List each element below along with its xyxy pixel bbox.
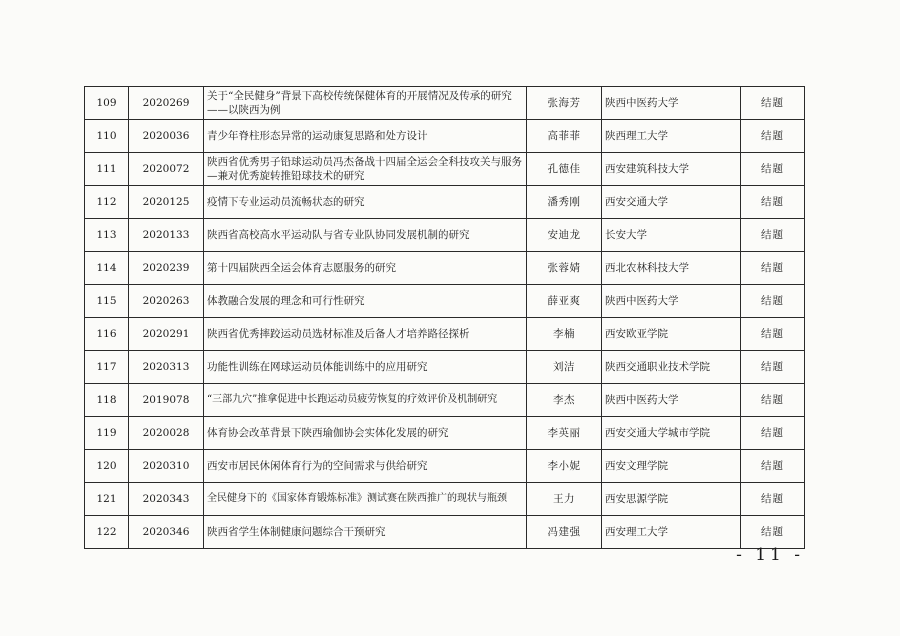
project-code: 2020313	[129, 351, 204, 384]
page-number: - 11 -	[736, 545, 804, 565]
project-leader: 李小妮	[527, 450, 602, 483]
project-status: 结题	[741, 450, 805, 483]
project-status: 结题	[741, 483, 805, 516]
project-unit: 陕西中医药大学	[602, 87, 741, 120]
project-leader: 潘秀刚	[527, 186, 602, 219]
project-unit: 长安大学	[602, 219, 741, 252]
table-row	[85, 87, 805, 120]
table-row	[85, 483, 805, 516]
project-leader: 薛亚爽	[527, 285, 602, 318]
project-status: 结题	[741, 120, 805, 153]
project-status: 结题	[741, 219, 805, 252]
project-leader: 张海芳	[527, 87, 602, 120]
project-title: 体教融合发展的理念和可行性研究	[204, 285, 527, 318]
row-number: 115	[85, 285, 129, 318]
project-unit: 陕西中医药大学	[602, 384, 741, 417]
row-number: 120	[85, 450, 129, 483]
project-title: 第十四届陕西全运会体育志愿服务的研究	[204, 252, 527, 285]
project-leader: 李英丽	[527, 417, 602, 450]
project-status: 结题	[741, 285, 805, 318]
project-leader: 刘洁	[527, 351, 602, 384]
project-leader: 安迪龙	[527, 219, 602, 252]
project-status: 结题	[741, 351, 805, 384]
table-row	[85, 318, 805, 351]
project-unit: 西安交通大学	[602, 186, 741, 219]
project-leader: 张蓉婧	[527, 252, 602, 285]
project-leader: 高菲菲	[527, 120, 602, 153]
project-code: 2020263	[129, 285, 204, 318]
row-number: 118	[85, 384, 129, 417]
row-number: 122	[85, 516, 129, 549]
table-row	[85, 384, 805, 417]
project-code: 2020036	[129, 120, 204, 153]
project-unit: 西安文理学院	[602, 450, 741, 483]
project-status: 结题	[741, 516, 805, 549]
project-code: 2020346	[129, 516, 204, 549]
table-row	[85, 417, 805, 450]
row-number: 117	[85, 351, 129, 384]
project-leader: 李杰	[527, 384, 602, 417]
project-title: 全民健身下的《国家体育锻炼标准》测试赛在陕西推广的现状与瓶颈	[204, 483, 527, 516]
table-row	[85, 450, 805, 483]
project-code: 2020072	[129, 153, 204, 186]
project-title: 陕西省学生体制健康问题综合干预研究	[204, 516, 527, 549]
table-row	[85, 351, 805, 384]
project-unit: 陕西中医药大学	[602, 285, 741, 318]
project-title: 陕西省优秀摔跤运动员选材标准及后备人才培养路径探析	[204, 318, 527, 351]
project-status: 结题	[741, 318, 805, 351]
project-code: 2020239	[129, 252, 204, 285]
project-title: 青少年脊柱形态异常的运动康复思路和处方设计	[204, 120, 527, 153]
project-code: 2020269	[129, 87, 204, 120]
project-status: 结题	[741, 252, 805, 285]
row-number: 112	[85, 186, 129, 219]
project-title: 陕西省高校高水平运动队与省专业队协同发展机制的研究	[204, 219, 527, 252]
project-code: 2020310	[129, 450, 204, 483]
project-unit: 西北农林科技大学	[602, 252, 741, 285]
table-row	[85, 252, 805, 285]
table-row	[85, 516, 805, 549]
project-code: 2020343	[129, 483, 204, 516]
row-number: 110	[85, 120, 129, 153]
project-unit: 西安建筑科技大学	[602, 153, 741, 186]
project-title: 西安市居民休闲体育行为的空间需求与供给研究	[204, 450, 527, 483]
project-unit: 西安思源学院	[602, 483, 741, 516]
table-row	[85, 120, 805, 153]
row-number: 114	[85, 252, 129, 285]
row-number: 113	[85, 219, 129, 252]
project-title: 陕西省优秀男子铅球运动员冯杰备战十四届全运会全科技攻关与服务—兼对优秀旋转推铅球技术的研究	[204, 153, 527, 186]
project-title: 功能性训练在网球运动员体能训练中的应用研究	[204, 351, 527, 384]
project-leader: 孔德佳	[527, 153, 602, 186]
row-number: 109	[85, 87, 129, 120]
row-number: 116	[85, 318, 129, 351]
project-code: 2020291	[129, 318, 204, 351]
row-number: 119	[85, 417, 129, 450]
project-leader: 李楠	[527, 318, 602, 351]
project-title: 疫情下专业运动员流畅状态的研究	[204, 186, 527, 219]
project-title: “三部九穴”推拿促进中长跑运动员疲劳恢复的疗效评价及机制研究	[204, 384, 527, 417]
project-leader: 王力	[527, 483, 602, 516]
project-status: 结题	[741, 186, 805, 219]
project-unit: 陕西理工大学	[602, 120, 741, 153]
project-status: 结题	[741, 87, 805, 120]
project-status: 结题	[741, 384, 805, 417]
project-title: 关于“全民健身”背景下高校传统保健体育的开展情况及传承的研究——以陕西为例	[204, 87, 527, 120]
project-unit: 西安理工大学	[602, 516, 741, 549]
table-row	[85, 285, 805, 318]
table-body	[85, 87, 805, 549]
project-unit: 陕西交通职业技术学院	[602, 351, 741, 384]
table-row	[85, 153, 805, 186]
project-code: 2020028	[129, 417, 204, 450]
project-status: 结题	[741, 153, 805, 186]
project-unit: 西安欧亚学院	[602, 318, 741, 351]
table-row	[85, 186, 805, 219]
project-code: 2019078	[129, 384, 204, 417]
project-title: 体育协会改革背景下陕西瑜伽协会实体化发展的研究	[204, 417, 527, 450]
project-leader: 冯建强	[527, 516, 602, 549]
project-code: 2020125	[129, 186, 204, 219]
project-unit: 西安交通大学城市学院	[602, 417, 741, 450]
row-number: 121	[85, 483, 129, 516]
table-row	[85, 219, 805, 252]
project-table	[84, 86, 805, 549]
project-code: 2020133	[129, 219, 204, 252]
project-status: 结题	[741, 417, 805, 450]
row-number: 111	[85, 153, 129, 186]
